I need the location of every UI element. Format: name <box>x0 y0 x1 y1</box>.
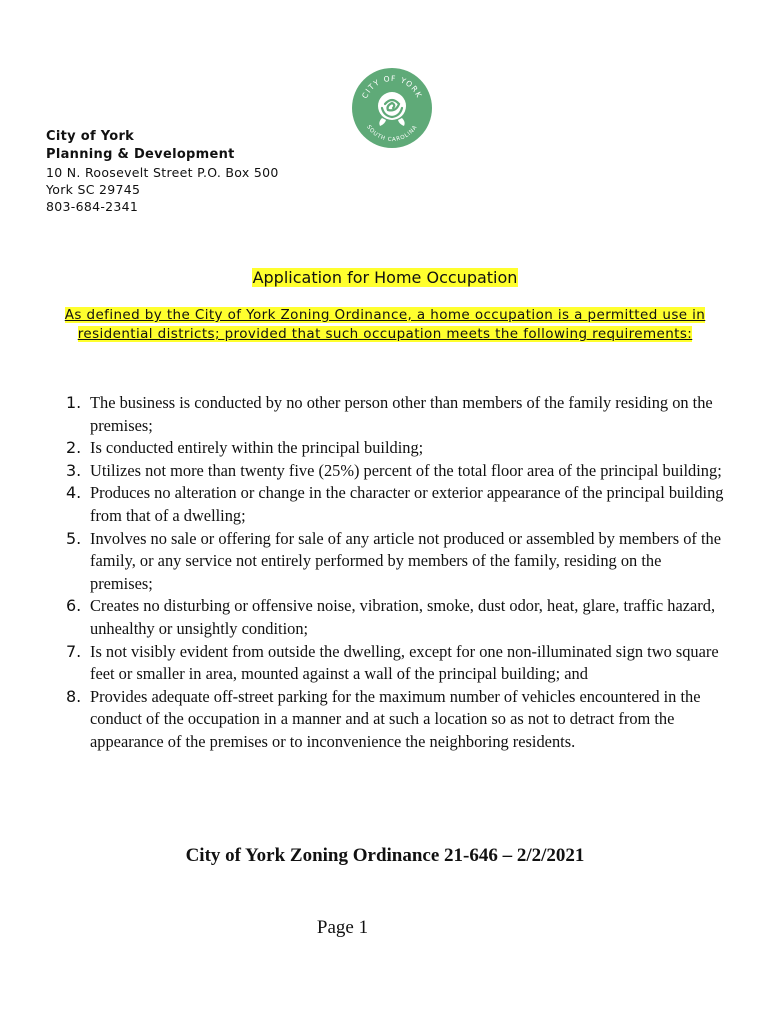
list-item <box>66 641 726 686</box>
list-item-text: Produces no alteration or change in the character or exterior appearance of the principal building from that of a dwelling; <box>90 483 724 525</box>
list-item-number: 6. <box>66 596 82 616</box>
organization-header <box>46 128 279 215</box>
list-item-text: Creates no disturbing or offensive noise, vibration, smoke, dust odor, heat, glare, traffic hazard, unhealthy or unsightly condition; <box>90 596 716 638</box>
list-item-text: Involves no sale or offering for sale of any article not produced or assembled by members of the family, or any service not entirely performed by members of the family, residing on the premises; <box>90 528 721 593</box>
page-number: Page 1 <box>316 917 369 938</box>
list-item <box>66 460 726 483</box>
list-item-text: Provides adequate off-street parking for the maximum number of vehicles encountered in the conduct of the occupation in a manner and at such a location so as not to detract from the appearance of the premises or to inconvenience the neighboring residents. <box>90 686 701 751</box>
list-item <box>66 595 726 640</box>
ordinance-reference: City of York Zoning Ordinance 21-646 – 2/2/2021 <box>185 845 585 866</box>
city-seal-logo <box>352 68 432 148</box>
list-item-number: 2. <box>66 438 82 458</box>
list-item-number: 8. <box>66 686 82 706</box>
list-item <box>66 482 726 527</box>
list-item-text: Utilizes not more than twenty five (25%) percent of the total floor area of the principal building; <box>90 460 722 480</box>
svg-text:CITY OF YORK: CITY OF YORK <box>360 73 424 100</box>
department-name: Planning & Development <box>46 147 235 162</box>
list-item <box>66 686 726 754</box>
list-item-number: 7. <box>66 641 82 661</box>
intro-text: As defined by the City of York Zoning Ordinance, a home occupation is a permitted use in residential districts; provided that such occupation meets the following requirements: <box>64 307 706 342</box>
list-item-number: 1. <box>66 393 82 412</box>
phone-number: 803-684-2341 <box>46 199 139 214</box>
list-item-number: 5. <box>66 528 82 548</box>
document-title <box>0 268 770 287</box>
intro-paragraph <box>40 306 730 344</box>
requirements-list <box>66 392 726 754</box>
list-item-number: 3. <box>66 460 82 480</box>
list-item-text: Is conducted entirely within the principal building; <box>90 438 424 458</box>
list-item <box>66 392 726 437</box>
list-item <box>66 528 726 596</box>
list-item <box>66 437 726 460</box>
address-line-1: 10 N. Roosevelt Street P.O. Box 500 <box>46 165 279 180</box>
list-item-text: The business is conducted by no other person other than members of the family residing on the premises; <box>90 393 713 435</box>
org-name: City of York <box>46 129 135 144</box>
svg-text:SOUTH CAROLINA: SOUTH CAROLINA <box>365 124 419 144</box>
document-title-text: Application for Home Occupation <box>252 268 518 287</box>
address-line-2: York SC 29745 <box>46 182 141 197</box>
list-item-text: Is not visibly evident from outside the dwelling, except for one non-illuminated sign two square feet or smaller in area, mounted against a wall of the principal building; and <box>90 641 719 684</box>
list-item-number: 4. <box>66 483 82 503</box>
